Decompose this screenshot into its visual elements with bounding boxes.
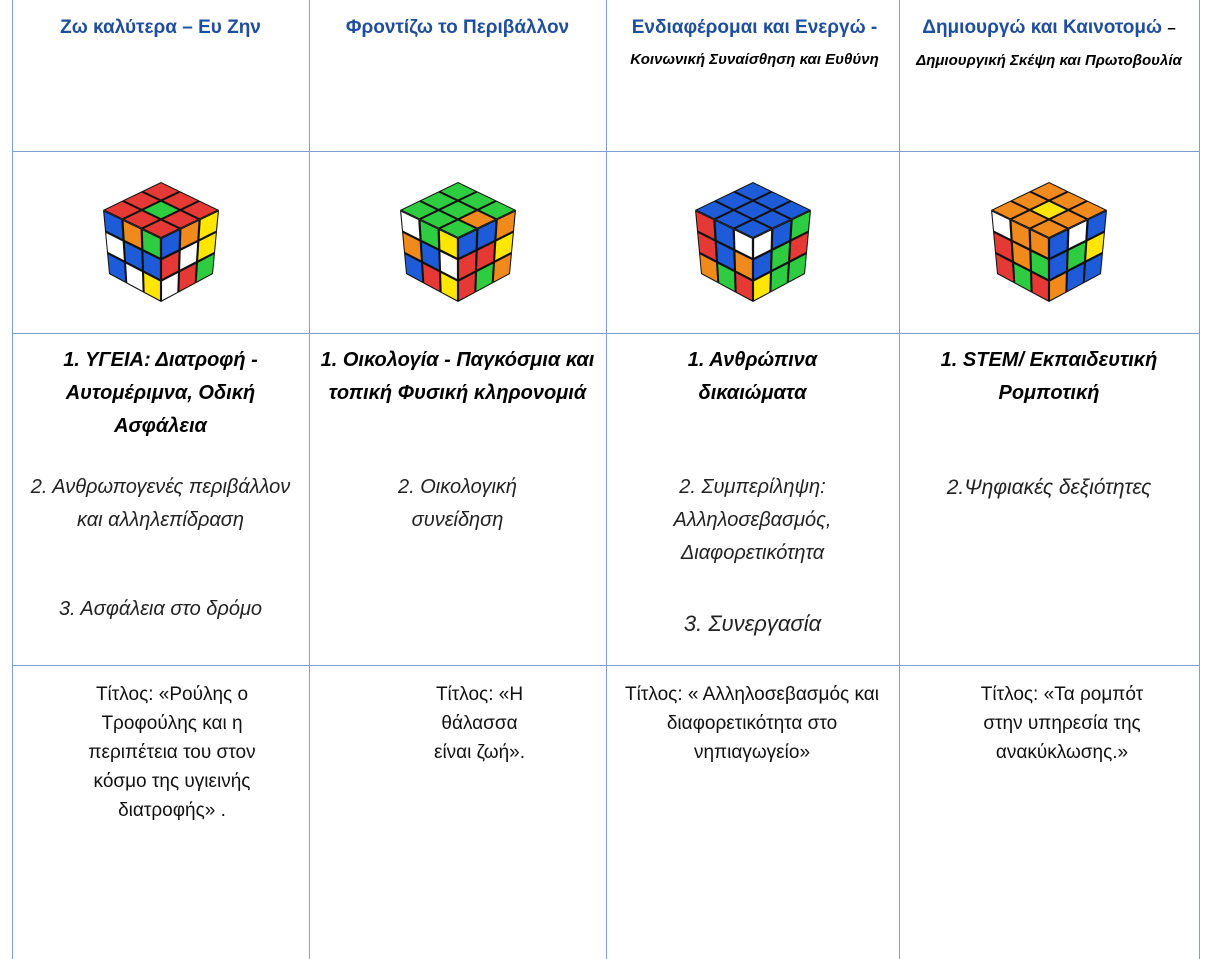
column-header-1 <box>12 6 309 146</box>
topic-1-primary: 1. ΥΓΕΙΑ: Διατροφή - Αυτομέριμνα, Οδική Ασφάλεια <box>63 349 258 437</box>
topics-table <box>12 0 1200 959</box>
topic-3-tertiary: 3. Συνεργασία <box>683 611 822 636</box>
topic-2-primary: 1. Οικολογία - Παγκόσμια και τοπική Φυσική κληρονομιά <box>320 349 595 404</box>
rubiks-cube-icon <box>979 176 1119 306</box>
column-header-2 <box>309 6 606 146</box>
topic-4-primary: 1. STEM/ Εκπαιδευτική Ρομποτική <box>940 349 1158 404</box>
rubiks-cube-icon <box>683 176 823 306</box>
project-title-4: Τίτλος: «Τα ρομπότ στην υπηρεσία της ανακύκλωσης.» <box>980 684 1144 763</box>
row-divider-items <box>12 665 1200 666</box>
cube-image-1 <box>12 170 309 320</box>
project-title-1: Τίτλος: «Ρούλης ο Τροφούλης και η περιπέτεια του στον κόσμο της υγιεινής διατροφής» . <box>88 684 256 821</box>
cube-image-2 <box>309 170 606 320</box>
topic-3-primary: 1. Ανθρώπινα δικαιώματα <box>687 349 818 404</box>
topic-4-secondary: 2.Ψηφιακές δεξιότητες <box>946 476 1152 499</box>
table-border-right <box>1199 0 1200 959</box>
column-header-text: Δημιουργώ και Καινοτομώ <box>922 17 1163 38</box>
column-header-text: Φροντίζω το Περιβάλλον <box>345 17 570 38</box>
topic-2-secondary: 2. Οικολογική συνείδηση <box>398 476 517 531</box>
topic-3-secondary: 2. Συμπερίληψη: Αλληλοσεβασμός, Διαφορετικότητα <box>673 476 832 564</box>
project-title-2: Τίτλος: «Η θάλασσα είναι ζωή». <box>433 684 526 763</box>
column-header-subtitle: – Δημιουργική Σκέψη και Πρωτοβουλία <box>916 20 1182 69</box>
cube-image-4 <box>899 170 1199 320</box>
column-header-subtitle: Κοινωνική Συναίσθηση και Ευθύνη <box>630 51 879 68</box>
topic-4-tertiary <box>899 587 1199 632</box>
column-header-3 <box>606 6 899 146</box>
rubiks-cube-icon <box>91 176 231 306</box>
row-divider-header <box>12 151 1200 152</box>
topic-1-tertiary: 3. Ασφάλεια στο δρόμο <box>58 598 263 620</box>
cube-image-3 <box>606 170 899 320</box>
column-header-4 <box>899 6 1199 146</box>
row-divider-cubes <box>12 333 1200 334</box>
topic-1-secondary: 2. Ανθρωπογενές περιβάλλον και αλληλεπίδραση <box>30 476 291 531</box>
topic-2-tertiary <box>309 587 606 632</box>
column-header-text: Ζω καλύτερα – Ευ Ζην <box>60 17 261 38</box>
rubiks-cube-icon <box>388 176 528 306</box>
column-header-text: Ενδιαφέρομαι και Ενεργώ - <box>631 17 878 38</box>
project-title-3: Τίτλος: « Αλληλοσεβασμός και διαφορετικότητα στο νηπιαγωγείο» <box>625 684 879 763</box>
